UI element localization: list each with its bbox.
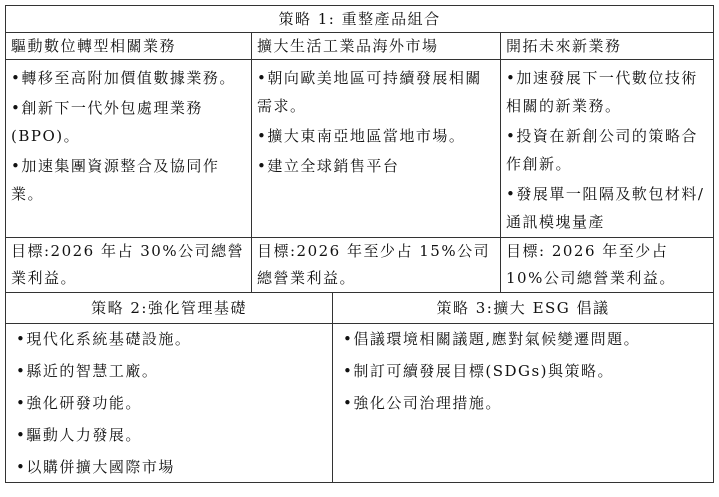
list-item: •強化公司治理措施。	[343, 394, 502, 412]
list-item: •擴大東南亞地區當地市場。	[257, 127, 466, 145]
goal-digital: 目標:2026 年占 30%公司總營業利益。	[6, 238, 252, 293]
col-heading-overseas: 擴大生活工業品海外市場	[252, 33, 501, 60]
strategy-document	[5, 5, 713, 492]
list-item: •加速發展下一代數位技術相關的新業務。	[506, 69, 698, 115]
list-item: •倡議環境相關議題,應對氣候變遷問題。	[343, 330, 641, 348]
list-item: •投資在新創公司的策略合作創新。	[506, 127, 698, 173]
list-item: •創新下一代外包處理業務(BPO)。	[11, 99, 203, 145]
strategy-2-title: 策略 2:強化管理基礎	[6, 293, 333, 324]
list-item: •以購併擴大國際市場	[16, 458, 175, 476]
col-heading-new-business: 開拓未來新業務	[501, 33, 714, 60]
goal-overseas: 目標:2026 年至少占 15%公司總營業利益。	[252, 238, 501, 293]
col-items-digital	[6, 60, 252, 238]
list-item: •驅動人力發展。	[16, 426, 142, 444]
strategy-table-bottom	[5, 292, 714, 483]
strategy-3-items	[333, 324, 714, 483]
list-item: •制訂可續發展目標(SDGs)與策略。	[343, 362, 615, 380]
list-item: •朝向歐美地區可持續發展相關需求。	[257, 69, 482, 115]
strategy-3-title: 策略 3:擴大 ESG 倡議	[333, 293, 714, 324]
goal-new-business: 目標: 2026 年至少占 10%公司總營業利益。	[501, 238, 714, 293]
col-heading-digital: 驅動數位轉型相關業務	[6, 33, 252, 60]
list-item: •發展單一阻隔及軟包材料/通訊模塊量產	[506, 185, 705, 231]
strategy-2-items	[6, 324, 333, 483]
list-item: •加速集團資源整合及協同作業。	[11, 157, 220, 203]
col-items-new-business	[501, 60, 714, 238]
list-item: •轉移至高附加價值數據業務。	[11, 69, 236, 87]
list-item: •強化研發功能。	[16, 394, 142, 412]
strategy-table-top	[5, 5, 714, 293]
list-item: •縣近的智慧工廠。	[16, 362, 159, 380]
strategy-1-title: 策略 1: 重整產品組合	[6, 6, 714, 33]
list-item: •現代化系統基礎設施。	[16, 330, 192, 348]
col-items-overseas	[252, 60, 501, 238]
list-item: •建立全球銷售平台	[257, 157, 400, 175]
